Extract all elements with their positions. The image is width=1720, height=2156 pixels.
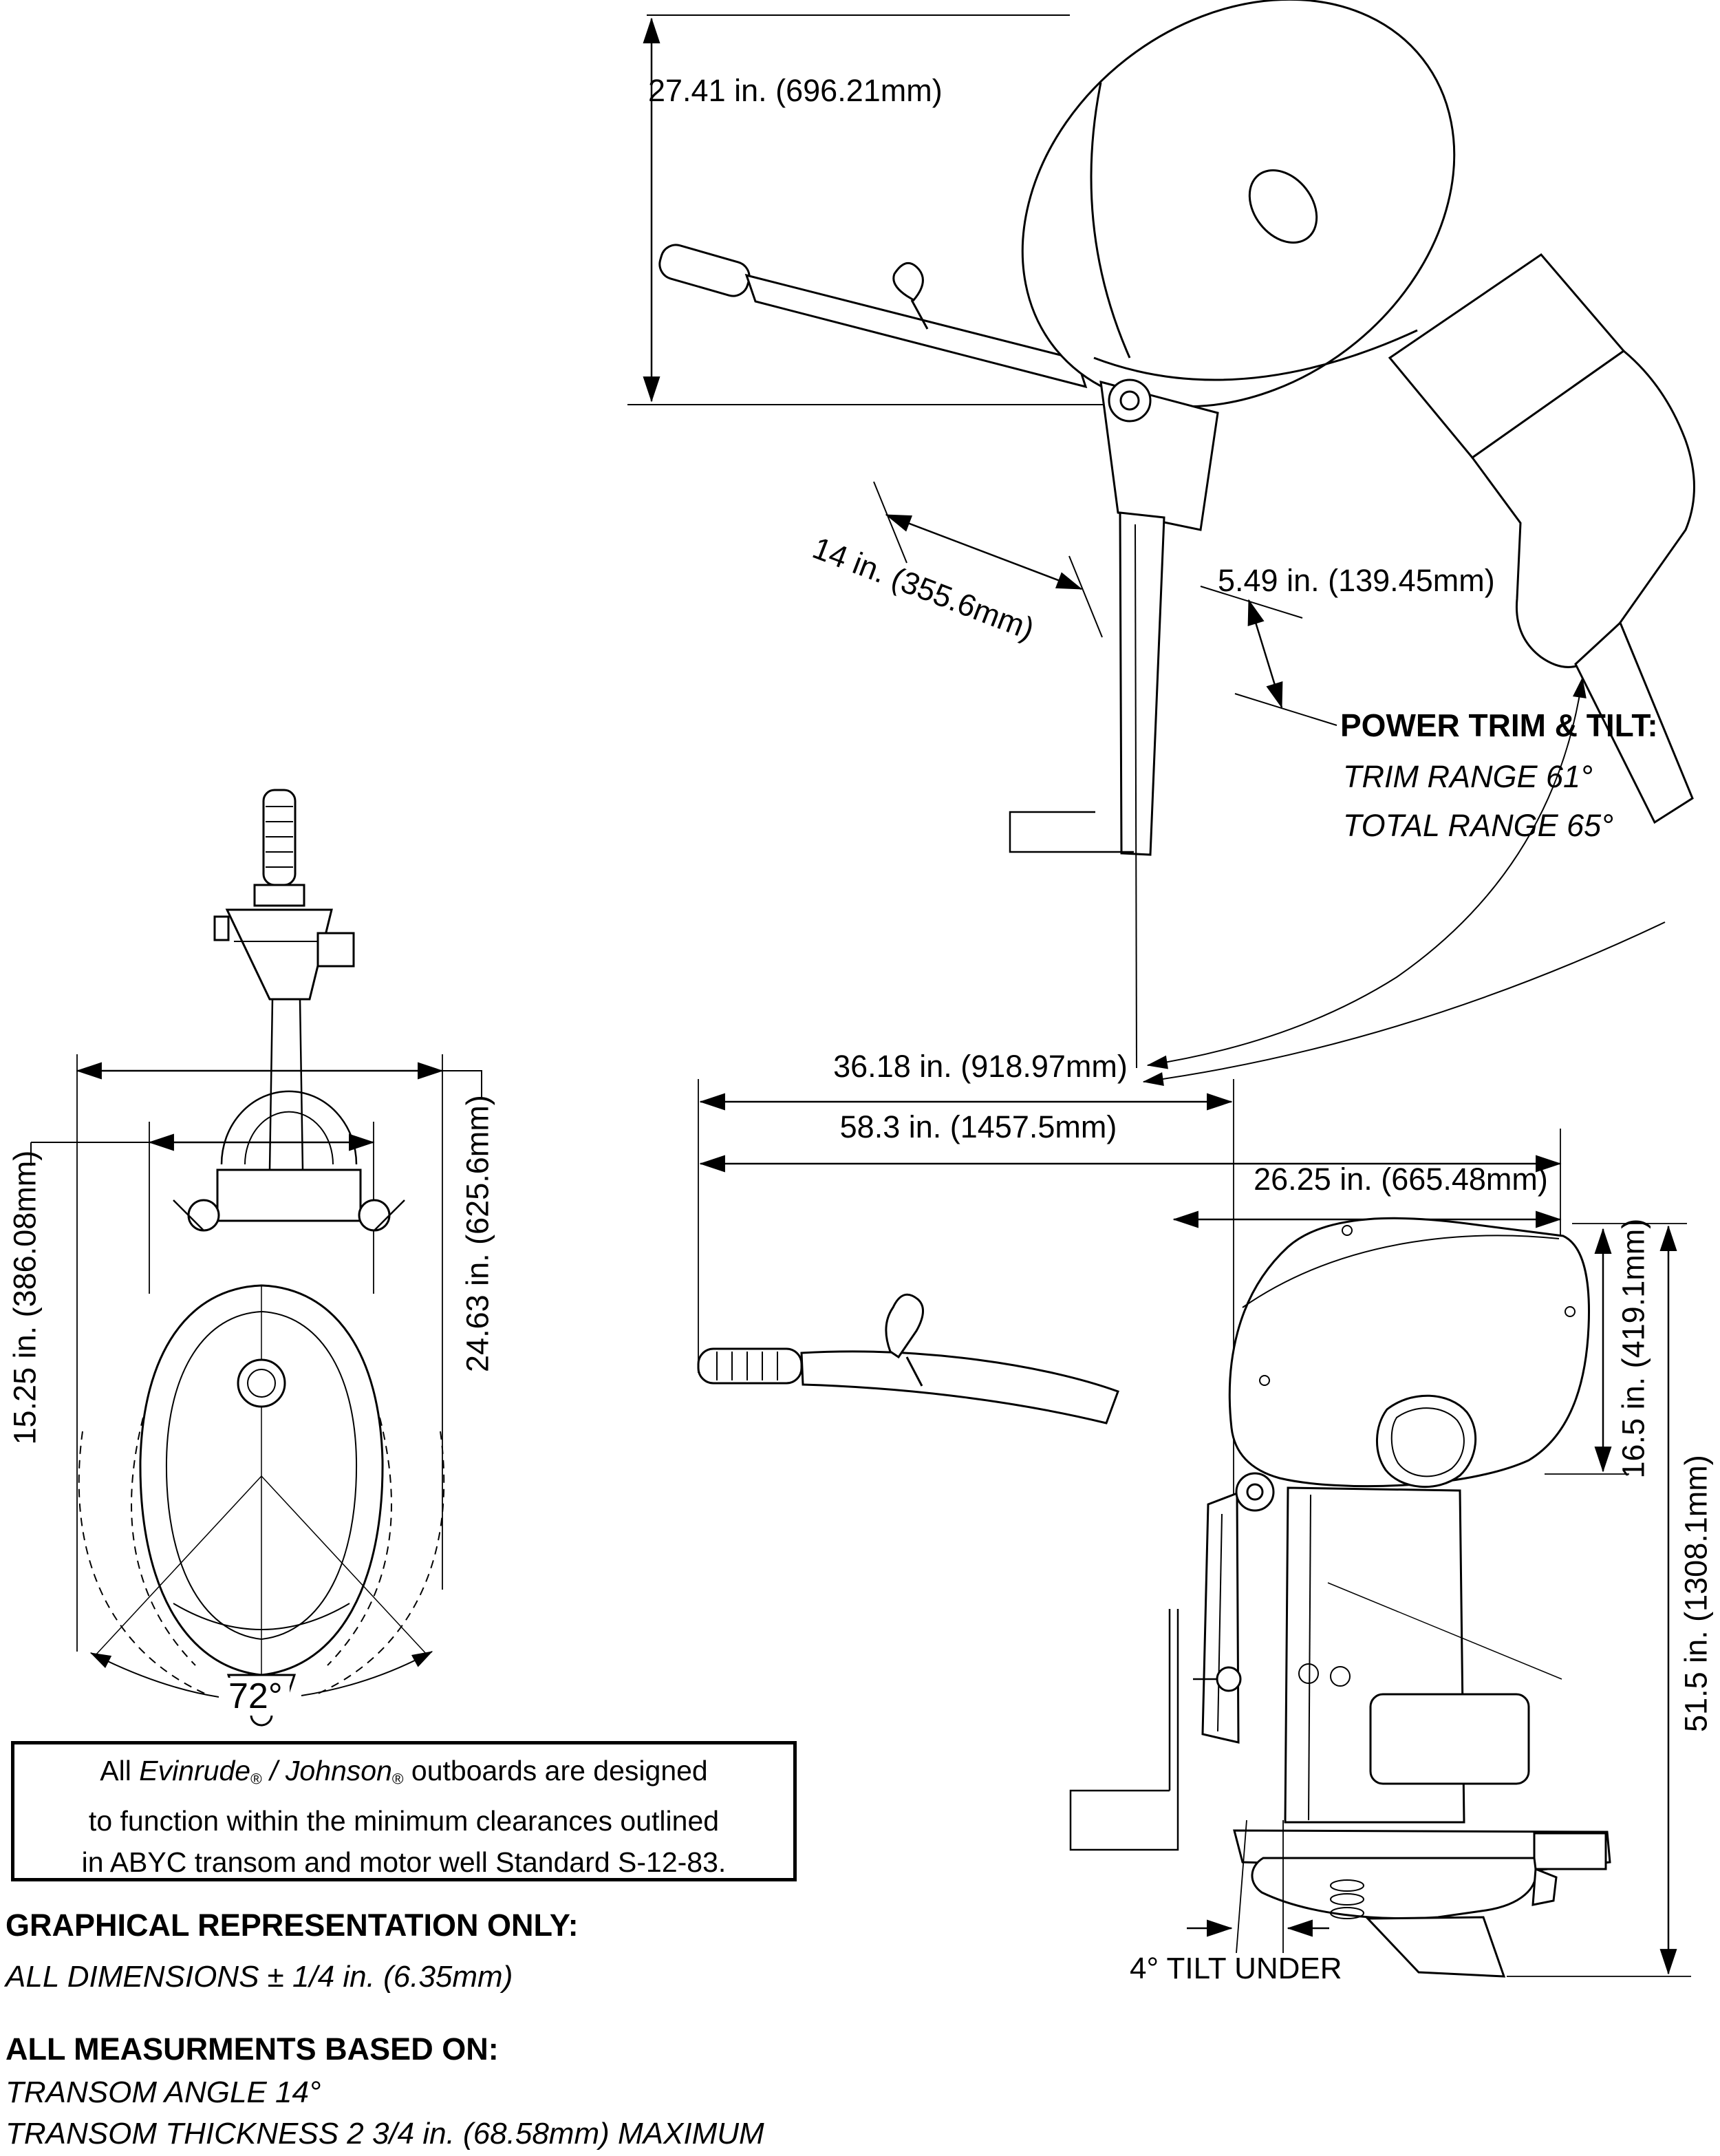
front-motor-view bbox=[31, 790, 482, 1725]
graphical-representation-title: GRAPHICAL REPRESENTATION ONLY: bbox=[6, 1908, 579, 1943]
notice-line-3: in ABYC transom and motor well Standard S-12-83. bbox=[81, 1846, 727, 1878]
dim-tilt-height-label: 27.41 in. (696.21mm) bbox=[648, 73, 943, 108]
tilted-tiller-grip bbox=[656, 242, 753, 299]
dimensions-tolerance-note: ALL DIMENSIONS ± 1/4 in. (6.35mm) bbox=[6, 1960, 513, 1994]
transom-angle-note: TRANSOM ANGLE 14° bbox=[6, 2075, 321, 2109]
side-motor-view bbox=[698, 1079, 1691, 1976]
clearance-notice-box bbox=[11, 1741, 797, 1881]
total-range-label: TOTAL RANGE 65° bbox=[1343, 808, 1614, 843]
dim-offset-label: 5.49 in. (139.45mm) bbox=[1218, 563, 1495, 598]
notice-line-1: All Evinrude® / Johnson® outboards are designed bbox=[100, 1755, 708, 1788]
skeg bbox=[1368, 1917, 1504, 1976]
notice-line-2: to function within the minimum clearances outlined bbox=[88, 1804, 720, 1837]
dim-setback-label: 14 in. (355.6mm) bbox=[808, 530, 1040, 647]
dim-outer-width-label: 24.63 in. (625.6mm) bbox=[460, 1095, 495, 1372]
dim-cowl-height-label: 16.5 in. (419.1mm) bbox=[1615, 1218, 1651, 1479]
gearcase-bullet bbox=[1252, 1858, 1536, 1919]
tilt-under-label: 4° TILT UNDER bbox=[1130, 1952, 1342, 1985]
dim-rear-length-label: 26.25 in. (665.48mm) bbox=[1254, 1162, 1548, 1197]
dim-inner-width-label: 15.25 in. (386.08mm) bbox=[7, 1150, 43, 1445]
tilted-motor-view bbox=[627, 0, 1695, 1082]
side-tiller-grip bbox=[698, 1349, 802, 1383]
dim-tiller-length-label: 36.18 in. (918.97mm) bbox=[833, 1049, 1128, 1084]
total-range-arc bbox=[1143, 922, 1665, 1082]
transom-thickness-note: TRANSOM THICKNESS 2 3/4 in. (68.58mm) MAXIMUM bbox=[6, 2117, 764, 2150]
transom-outline bbox=[1071, 1609, 1178, 1850]
dim-overall-length-label: 58.3 in. (1457.5mm) bbox=[839, 1109, 1117, 1144]
power-trim-title: POWER TRIM & TILT: bbox=[1340, 707, 1658, 743]
steering-angle-label: 72° bbox=[222, 1678, 290, 1716]
trim-range-label: TRIM RANGE 61° bbox=[1343, 759, 1593, 794]
dim-overall-height-label: 51.5 in. (1308.1mm) bbox=[1678, 1455, 1714, 1732]
measurements-title: ALL MEASURMENTS BASED ON: bbox=[6, 2031, 499, 2067]
